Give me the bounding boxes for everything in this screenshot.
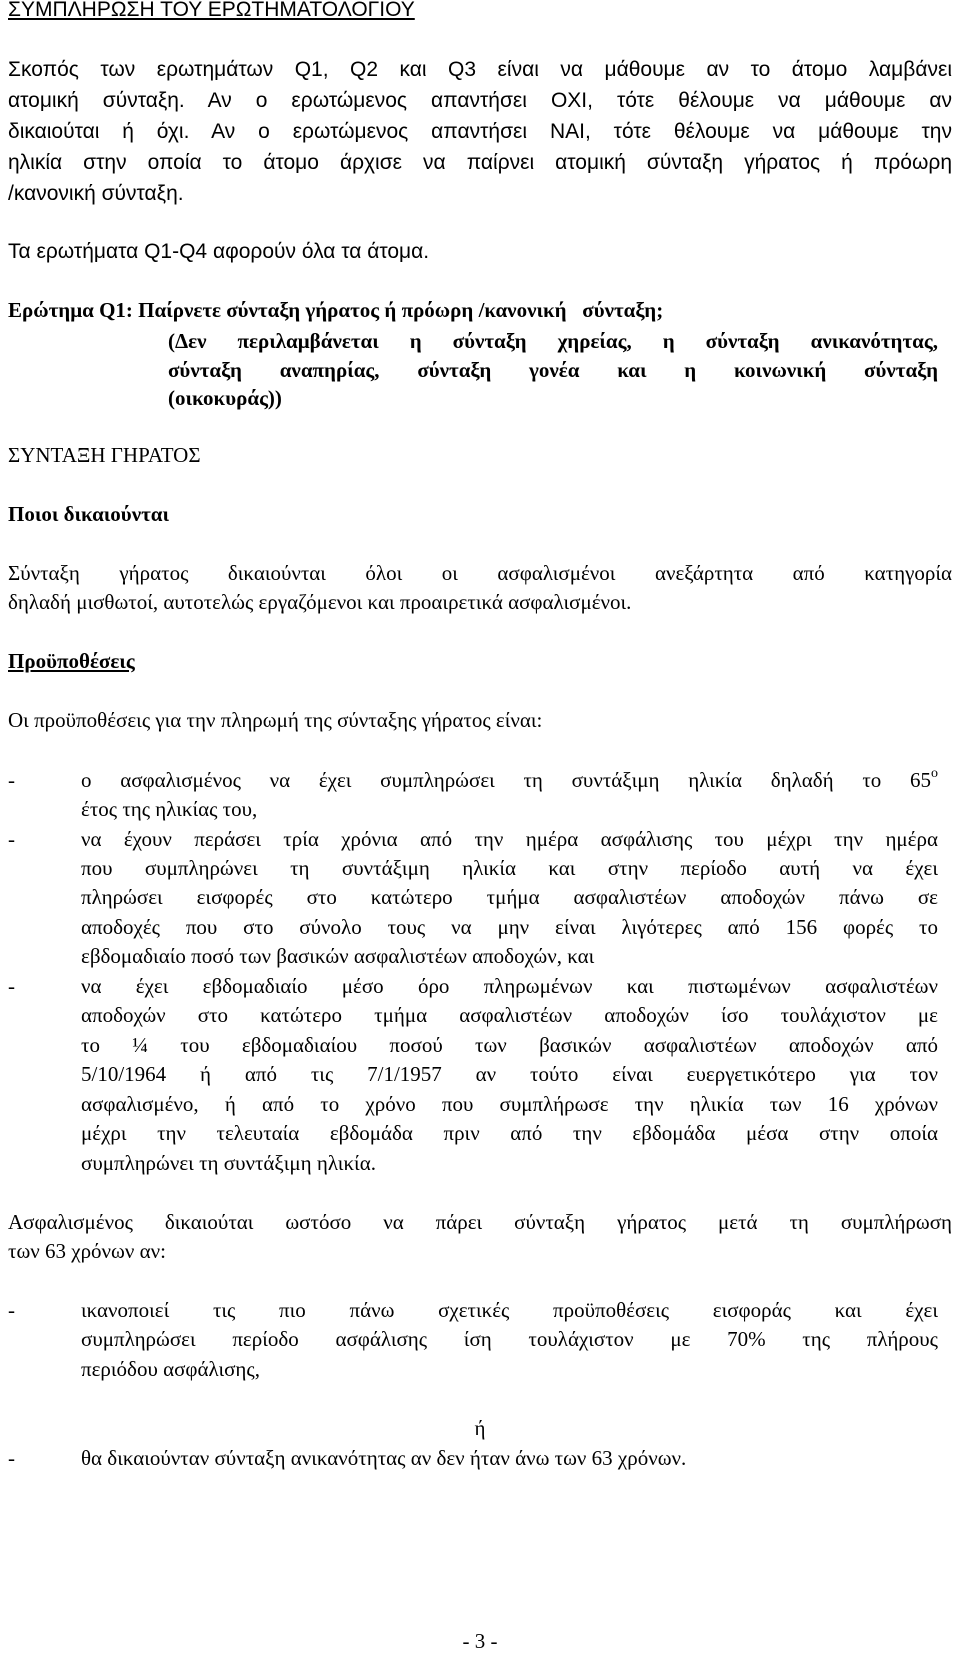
section-heading: ΣΥΝΤΑΞΗ ΓΗΡΑΤΟΣ bbox=[8, 443, 201, 467]
condition-2-line-2: που συμπληρώνει τη συντάξιμη ηλικία και στην περίοδο αυτή να έχει bbox=[81, 856, 938, 880]
conditions-heading: Προϋποθέσεις bbox=[8, 649, 135, 673]
condition-3-line-3: το ¼ του εβδομαδιαίου ποσού των βασικών ασφαλιστέων αποδοχών από bbox=[81, 1033, 938, 1057]
early-item-1-line-1: ικανοποιεί τις πιο πάνω σχετικές προϋποθέσεις εισφοράς και έχει bbox=[81, 1298, 938, 1322]
question-q1-note-1: (Δεν περιλαμβάνεται η σύνταξη χηρείας, η σύνταξη ανικανότητας, bbox=[168, 329, 938, 353]
question-q1 bbox=[8, 296, 663, 324]
who-line-2: δηλαδή μισθωτοί, αυτοτελώς εργαζόμενοι και προαιρετικά ασφαλισμένοι. bbox=[8, 590, 632, 614]
intro-line-2: ατομική σύνταξη. Αν ο ερωτώμενος απαντήσει ΟΧΙ, τότε θέλουμε να μάθουμε αν bbox=[8, 89, 952, 112]
early-line-1: Ασφαλισμένος δικαιούται ωστόσο να πάρει σύνταξη γήρατος μετά τη συμπλήρωση bbox=[8, 1210, 952, 1234]
condition-1-line-1 bbox=[81, 766, 938, 794]
early-line-2: των 63 χρόνων αν: bbox=[8, 1239, 166, 1263]
intro-line-5: /κανονική σύνταξη. bbox=[8, 182, 184, 205]
condition-3-line-7: συμπληρώνει τη συντάξιμη ηλικία. bbox=[81, 1151, 376, 1175]
early-item-1-line-2: συμπληρώσει περίοδο ασφάλισης ίση τουλάχιστον με 70% της πλήρους bbox=[81, 1327, 938, 1351]
question-q1-note-3: (οικοκυράς)) bbox=[168, 386, 282, 410]
conditions-intro: Οι προϋποθέσεις για την πληρωμή της σύνταξης γήρατος είναι: bbox=[8, 708, 543, 732]
condition-2-line-4: αποδοχές που στο σύνολο τους να μην είναι λιγότερες από 156 φορές το bbox=[81, 915, 938, 939]
bullet-dash: - bbox=[8, 768, 15, 792]
condition-3-line-1: να έχει εβδομαδιαίο μέσο όρο πληρωμένων και πιστωμένων ασφαλιστέων bbox=[81, 974, 938, 998]
bullet-dash: - bbox=[8, 974, 15, 998]
condition-3-line-5: ασφαλισμένο, ή από το χρόνο που συμπλήρωσε την ηλικία των 16 χρόνων bbox=[81, 1092, 938, 1116]
or-word: ή bbox=[474, 1416, 486, 1440]
condition-1-text: ο ασφαλισμένος να έχει συμπληρώσει τη συντάξιμη ηλικία δηλαδή το 65 bbox=[81, 768, 931, 792]
intro-line-1: Σκοπός των ερωτημάτων Q1, Q2 και Q3 είναι να μάθουμε αν το άτομο λαμβάνει bbox=[8, 58, 952, 81]
early-item-1-line-3: περιόδου ασφάλισης, bbox=[81, 1357, 260, 1381]
bullet-dash: - bbox=[8, 827, 15, 851]
intro-line-4: ηλικία στην οποία το άτομο άρχισε να παίρνει ατομική σύνταξη γήρατος ή πρόωρη bbox=[8, 151, 952, 174]
intro-note: Τα ερωτήματα Q1-Q4 αφορούν όλα τα άτομα. bbox=[8, 240, 430, 263]
bullet-dash: - bbox=[8, 1298, 15, 1322]
condition-3-line-6: μέχρι την τελευταία εβδομάδα πριν από την εβδομάδα μέσα στην οποία bbox=[81, 1121, 938, 1145]
who-heading: Ποιοι δικαιούνται bbox=[8, 502, 169, 526]
question-q1-label: Ερώτημα Q1: bbox=[8, 298, 133, 322]
condition-2-line-5: εβδομαδιαίο ποσό των βασικών ασφαλιστέων αποδοχών, και bbox=[81, 944, 595, 968]
condition-3-line-4: 5/10/1964 ή από τις 7/1/1957 αν τούτο είναι ευεργετικότερο για τον bbox=[81, 1062, 938, 1086]
question-q1-note-2: σύνταξη αναπηρίας, σύνταξη γονέα και η κοινωνική σύνταξη bbox=[168, 358, 938, 382]
bullet-dash: - bbox=[8, 1446, 15, 1470]
page-title: ΣΥΜΠΛΗΡΩΣΗ ΤΟΥ ΕΡΩΤΗΜΑΤΟΛΟΓΙΟΥ bbox=[8, 0, 415, 21]
question-q1-text: Παίρνετε σύνταξη γήρατος ή πρόωρη /κανονική σύνταξη; bbox=[138, 298, 664, 322]
who-line-1: Σύνταξη γήρατος δικαιούνται όλοι οι ασφαλισμένοι ανεξάρτητα από κατηγορία bbox=[8, 561, 952, 585]
condition-1-superscript: ο bbox=[931, 766, 938, 781]
condition-2-line-1: να έχουν περάσει τρία χρόνια από την ημέρα ασφάλισης του μέχρι την ημέρα bbox=[81, 827, 938, 851]
early-item-2: θα δικαιούνταν σύνταξη ανικανότητας αν δεν ήταν άνω των 63 χρόνων. bbox=[81, 1446, 687, 1470]
page-number: - 3 - bbox=[462, 1629, 498, 1653]
condition-3-line-2: αποδοχών στο κατώτερο τμήμα ασφαλιστέων αποδοχών ίσο τουλάχιστον με bbox=[81, 1003, 938, 1027]
intro-line-3: δικαιούται ή όχι. Αν ο ερωτώμενος απαντήσει ΝΑΙ, τότε θέλουμε να μάθουμε την bbox=[8, 120, 952, 143]
condition-1-line-2: έτος της ηλικίας του, bbox=[81, 797, 258, 821]
condition-2-line-3: πληρώσει εισφορές στο κατώτερο τμήμα ασφαλιστέων αποδοχών πάνω σε bbox=[81, 885, 938, 909]
